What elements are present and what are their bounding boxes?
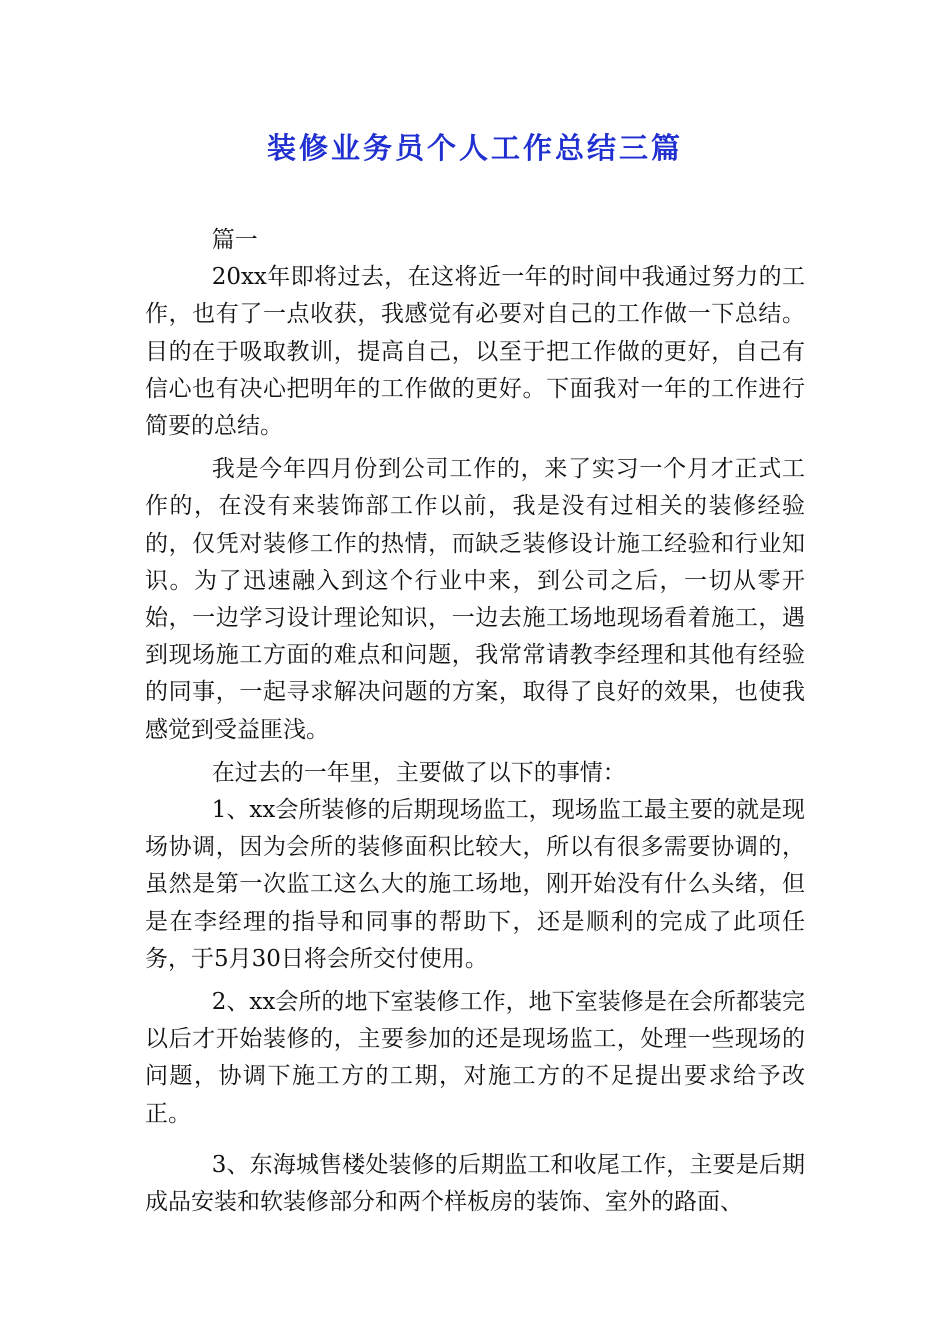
list-item: 3、东海城售楼处装修的后期监工和收尾工作，主要是后期成品安装和软装修部分和两个样板房的装饰、室外的路面、 xyxy=(145,1151,805,1216)
paragraph: 在过去的一年里，主要做了以下的事情： xyxy=(211,759,626,786)
document-title: 装修业务员个人工作总结三篇 xyxy=(266,131,683,165)
document-body xyxy=(145,222,805,1221)
list-item: 2、xx会所的地下室装修工作，地下室装修是在会所都装完以后才开始装修的，主要参加的还是现场监工，处理一些现场的问题，协调下施工方的工期，对施工方的不足提出要求给予改正。 xyxy=(145,989,805,1127)
paragraph: 20xx年即将过去，在这将近一年的时间中我通过努力的工作，也有了一点收获，我感觉有必要对自己的工作做一下总结。目的在于吸取教训，提高自己，以至于把工作做的更好，自己有信心也有决心把明年的工作做的更好。下面我对一年的工作进行简要的总结。 xyxy=(145,264,805,440)
paragraph: 我是今年四月份到公司工作的，来了实习一个月才正式工作的，在没有来装饰部工作以前，我是没有过相关的装修经验的，仅凭对装修工作的热情，而缺乏装修设计施工经验和行业知识。为了迅速融入到这个行业中来，到公司之后，一切从零开始，一边学习设计理论知识，一边去施工场地现场看着施工，遇到现场施工方面的难点和问题，我常常请教李经理和其他有经验的同事，一起寻求解决问题的方案，取得了良好的效果，也使我感觉到受益匪浅。 xyxy=(145,456,805,743)
list-item: 1、xx会所装修的后期现场监工，现场监工最主要的就是现场协调，因为会所的装修面积比较大，所以有很多需要协调的，虽然是第一次监工这么大的施工场地，刚开始没有什么头绪，但是在李经理的指导和同事的帮助下，还是顺利的完成了此项任务，于5月30日将会所交付使用。 xyxy=(145,797,805,972)
section-heading: 篇一 xyxy=(211,227,258,253)
